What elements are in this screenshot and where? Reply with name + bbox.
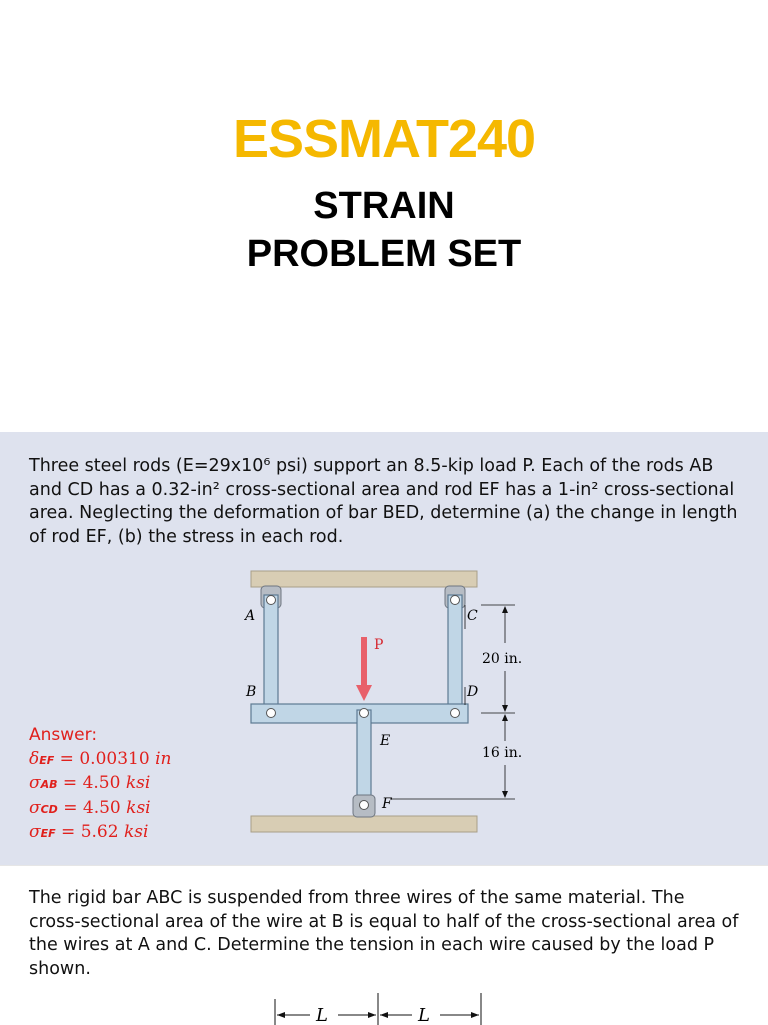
title-slide (0, 0, 768, 432)
pin-a (267, 596, 276, 605)
pin-b (267, 709, 276, 718)
answer-delta-ef: δEF = 0.00310 in (29, 748, 172, 769)
dim-label-l-2: L (418, 1005, 430, 1025)
label-e: E (380, 733, 391, 749)
pin-c (451, 596, 460, 605)
pin-f (360, 801, 369, 810)
dim-upper-label: 20 in. (482, 651, 523, 667)
label-c: C (467, 608, 478, 624)
load-arrow-shaft (361, 637, 367, 687)
rod-ab (264, 595, 278, 715)
label-p: P (374, 637, 384, 653)
pin-d (451, 709, 460, 718)
dim-lower-arrow-bottom (502, 791, 508, 798)
problem-1-slide (0, 432, 768, 865)
floor-support (251, 816, 477, 832)
dim-arrow-2a (380, 1012, 388, 1018)
problem-2-text: The rigid bar ABC is suspended from three wires of the same material. The cross-sectional area of the wire at B is equal to half of the cross-sectional area of the wires at A and C. Determine the tension in each wire caused by the load P shown. (29, 888, 739, 979)
dim-lower-arrow-top (502, 714, 508, 721)
answer-label: Answer: (29, 725, 98, 745)
dim-lower-label: 16 in. (482, 745, 523, 761)
label-a: A (245, 608, 256, 624)
dim-arrow-1b (368, 1012, 376, 1018)
label-d: D (467, 684, 479, 700)
load-arrow-head (356, 685, 372, 701)
subtitle-line-2: PROBLEM SET (246, 233, 522, 275)
rod-cd (448, 595, 462, 715)
label-b: B (246, 684, 257, 700)
rods-figure (240, 565, 530, 840)
ceiling-support (251, 571, 477, 587)
problem-2-slide (0, 865, 768, 1025)
answer-sigma-ab: σAB = 4.50 ksi (29, 773, 151, 794)
problem-1-text: Three steel rods (E=29x10⁶ psi) support an 8.5-kip load P. Each of the rods AB and CD has a 0.32-in² cross-sectional area and rod EF has a 1-in² cross-sectional area. Neglecting the deformation of bar BED, determine (a) the change in length of rod EF, (b) the stress in each rod. (29, 456, 738, 547)
dim-arrow-1a (277, 1012, 285, 1018)
course-title: ESSMAT240 (232, 109, 536, 169)
pin-e (360, 709, 369, 718)
dim-label-l-1: L (316, 1005, 328, 1025)
answer-block (29, 724, 171, 846)
dim-upper-arrow-bottom (502, 705, 508, 712)
label-f: F (382, 796, 392, 812)
wire-figure-dimensions (262, 981, 492, 1025)
subtitle-line-1: STRAIN (313, 185, 455, 227)
dim-upper-arrow-top (502, 606, 508, 613)
dim-arrow-2b (471, 1012, 479, 1018)
rod-ef (357, 710, 371, 800)
answer-sigma-cd: σCD = 4.50 ksi (29, 797, 151, 818)
answer-sigma-ef: σEF = 5.62 ksi (29, 822, 149, 843)
slide-subtitle (0, 182, 768, 278)
